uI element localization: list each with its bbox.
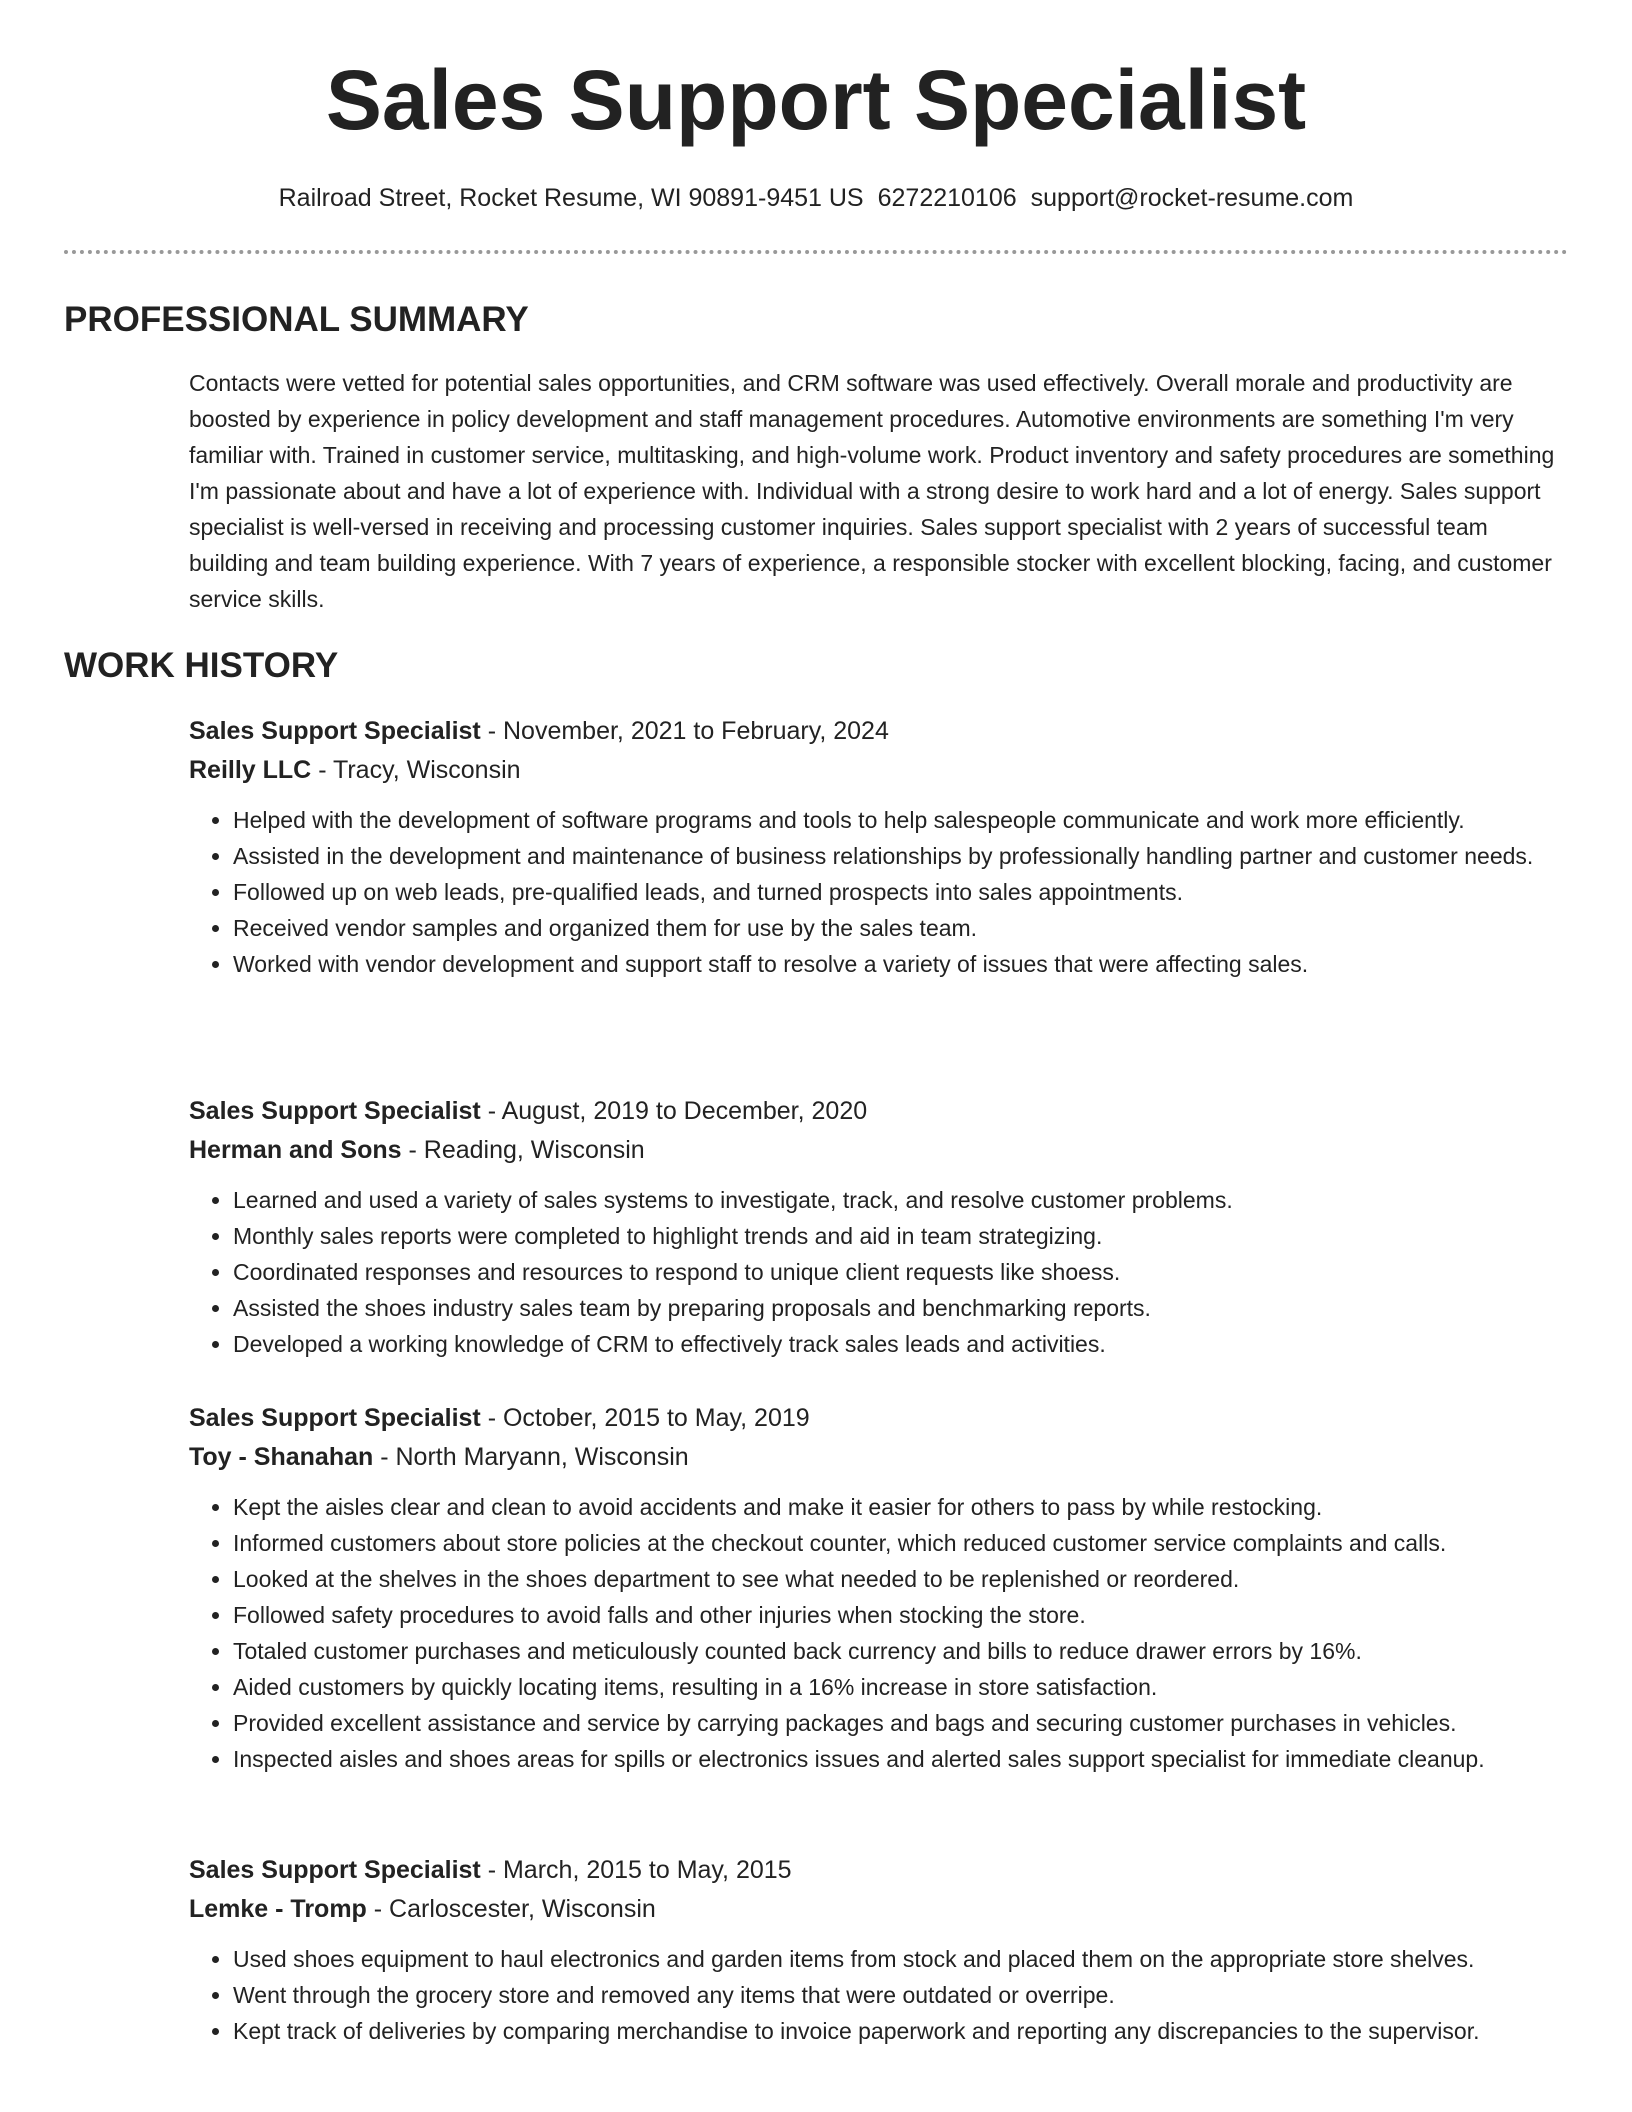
job-role: Sales Support Specialist bbox=[189, 1097, 481, 1125]
job-company: Lemke - Tromp bbox=[189, 1895, 367, 1923]
job-entry bbox=[189, 1399, 1569, 1777]
job-location: - Tracy, Wisconsin bbox=[311, 756, 521, 784]
job-bullet: • Coordinated responses and resources to respond to unique client requests like shoess. bbox=[233, 1254, 1569, 1290]
job-title-line bbox=[189, 712, 1569, 751]
contact-phone: 6272210106 bbox=[877, 184, 1017, 212]
job-role: Sales Support Specialist bbox=[189, 1404, 481, 1432]
job-title-line bbox=[189, 1092, 1569, 1131]
job-bullet: • Totaled customer purchases and meticulously counted back currency and bills to reduce drawer errors by 16%. bbox=[233, 1633, 1569, 1669]
job-company-line bbox=[189, 1890, 1569, 1929]
job-bullet: • Developed a working knowledge of CRM to effectively track sales leads and activities. bbox=[233, 1326, 1569, 1362]
job-dates: - November, 2021 to February, 2024 bbox=[480, 717, 889, 745]
job-location: - Carloscester, Wisconsin bbox=[366, 1895, 656, 1923]
header-divider bbox=[64, 250, 1568, 254]
job-company-line bbox=[189, 1438, 1569, 1477]
job-location: - Reading, Wisconsin bbox=[401, 1136, 645, 1164]
job-dates: - August, 2019 to December, 2020 bbox=[480, 1097, 868, 1125]
job-bullet: • Used shoes equipment to haul electronics and garden items from stock and placed them on the appropriate store shelves. bbox=[233, 1941, 1569, 1977]
job-bullets bbox=[189, 1941, 1569, 2049]
job-company: Reilly LLC bbox=[189, 756, 312, 784]
job-bullet: • Went through the grocery store and removed any items that were outdated or overripe. bbox=[233, 1977, 1569, 2013]
job-bullet: • Helped with the development of software programs and tools to help salespeople communicate and work more efficiently. bbox=[233, 802, 1569, 838]
job-bullet: • Monthly sales reports were completed to highlight trends and aid in team strategizing. bbox=[233, 1218, 1569, 1254]
job-company: Herman and Sons bbox=[189, 1136, 402, 1164]
work-history-heading: WORK HISTORY bbox=[64, 646, 339, 685]
job-bullets bbox=[189, 1489, 1569, 1777]
candidate-name: Sales Support Specialist bbox=[325, 53, 1307, 147]
job-dates: - March, 2015 to May, 2015 bbox=[480, 1856, 792, 1884]
job-bullet: • Received vendor samples and organized them for use by the sales team. bbox=[233, 910, 1569, 946]
job-bullets bbox=[189, 802, 1569, 982]
job-bullets bbox=[189, 1182, 1569, 1362]
job-bullet: • Aided customers by quickly locating items, resulting in a 16% increase in store satisfaction. bbox=[233, 1669, 1569, 1705]
contact-email: support@rocket-resume.com bbox=[1030, 184, 1354, 212]
contact-line bbox=[0, 182, 1632, 214]
job-bullet: • Assisted the shoes industry sales team by preparing proposals and benchmarking reports. bbox=[233, 1290, 1569, 1326]
job-entry bbox=[189, 1092, 1569, 1362]
job-bullet: • Looked at the shelves in the shoes department to see what needed to be replenished or reordered. bbox=[233, 1561, 1569, 1597]
job-bullet: • Followed safety procedures to avoid falls and other injuries when stocking the store. bbox=[233, 1597, 1569, 1633]
job-bullet: • Worked with vendor development and support staff to resolve a variety of issues that were affecting sales. bbox=[233, 946, 1569, 982]
job-bullet: • Learned and used a variety of sales systems to investigate, track, and resolve customer problems. bbox=[233, 1182, 1569, 1218]
job-company-line bbox=[189, 751, 1569, 790]
job-entry bbox=[189, 1851, 1569, 2049]
job-role: Sales Support Specialist bbox=[189, 1856, 481, 1884]
job-bullet: • Informed customers about store policies at the checkout counter, which reduced customer service complaints and calls. bbox=[233, 1525, 1569, 1561]
job-bullet: • Kept track of deliveries by comparing merchandise to invoice paperwork and reporting any discrepancies to the supervisor. bbox=[233, 2013, 1569, 2049]
job-bullet: • Inspected aisles and shoes areas for spills or electronics issues and alerted sales support specialist for immediate cleanup. bbox=[233, 1741, 1569, 1777]
job-bullet: • Provided excellent assistance and service by carrying packages and bags and securing customer purchases in vehicles. bbox=[233, 1705, 1569, 1741]
summary-text: Contacts were vetted for potential sales opportunities, and CRM software was used effectively. Overall morale and productivity are boosted by experience in policy development and staff management procedures. Automotive environments are something I'm very familiar with. Trained in customer service, multitasking, and high-volume work. Product inventory and safety procedures are something I'm passionate about and have a lot of experience with. Individual with a strong desire to work hard and a lot of energy. Sales support specialist is well-versed in receiving and processing customer inquiries. Sales support specialist with 2 years of successful team building and team building experience. With 7 years of experience, a responsible stocker with excellent blocking, facing, and customer service skills. bbox=[189, 370, 1555, 612]
job-title-line bbox=[189, 1399, 1569, 1438]
job-location: - North Maryann, Wisconsin bbox=[373, 1443, 689, 1471]
job-company: Toy - Shanahan bbox=[189, 1443, 374, 1471]
contact-address: Railroad Street, Rocket Resume, WI 90891-9451 US bbox=[278, 184, 864, 212]
job-bullet: • Assisted in the development and maintenance of business relationships by professionally handling partner and customer needs. bbox=[233, 838, 1569, 874]
job-title-line bbox=[189, 1851, 1569, 1890]
summary-heading: PROFESSIONAL SUMMARY bbox=[64, 300, 529, 339]
job-company-line bbox=[189, 1131, 1569, 1170]
job-bullet: • Followed up on web leads, pre-qualified leads, and turned prospects into sales appointments. bbox=[233, 874, 1569, 910]
job-dates: - October, 2015 to May, 2019 bbox=[480, 1404, 810, 1432]
job-bullet: • Kept the aisles clear and clean to avoid accidents and make it easier for others to pass by while restocking. bbox=[233, 1489, 1569, 1525]
job-role: Sales Support Specialist bbox=[189, 717, 481, 745]
job-entry bbox=[189, 712, 1569, 982]
